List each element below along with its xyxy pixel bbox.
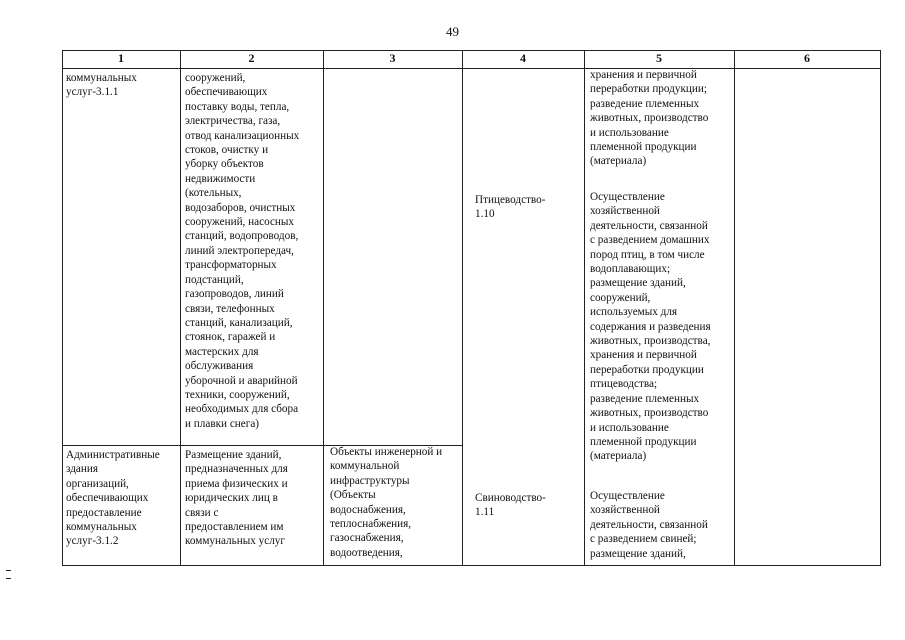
- row1-col2-cell: сооружений, обеспечивающих поставку воды, тепла, электричества, газа, отвод канализационных стоков, очистку и уборку объектов недвижимости (котельных, водозаборов, очистных сооружений, насосных станций, водопроводов, линий электропередач, трансформаторных подстанций, газопроводов, линий связи, телефонных станций, канализаций, стоянок, гаражей и мастерских для обслуживания уборочной и аварийной техники, сооружений, необходимых для сбора и плавки снега): [185, 72, 300, 430]
- row2-col2-cell: Размещение зданий, предназначенных для приема физических и юридических лиц в связи с предоставлением им коммунальных услуг: [185, 449, 288, 548]
- column-header-1: 1: [118, 51, 124, 65]
- scan-mark: [6, 570, 11, 571]
- col-border-left: [62, 50, 63, 566]
- col4-item-poultry: Птицеводство- 1.10: [475, 194, 546, 221]
- column-header-3: 3: [389, 51, 396, 65]
- col5-block-0: хранения и первичной переработки продукции; разведение племенных животных, производство и использование племенной продукции (материала): [590, 69, 709, 168]
- table-bottom-border: [62, 565, 881, 566]
- col-border-right: [880, 50, 881, 566]
- column-header-4: 4: [520, 51, 526, 65]
- row1-col1-cell: коммунальных услуг-3.1.1: [66, 72, 137, 99]
- col-border-1-2: [180, 50, 181, 566]
- col-border-4-5: [584, 50, 585, 566]
- col4-item-pigs: Свиноводство- 1.11: [475, 492, 546, 519]
- row2-col3-cell: Объекты инженерной и коммунальной инфраструктуры (Объекты водоснабжения, теплоснабжения, газоснабжения, водоотведения,: [330, 446, 443, 559]
- page-number: 49: [446, 24, 459, 39]
- col-border-5-6: [734, 50, 735, 566]
- header-bottom-border: [62, 68, 881, 69]
- column-header-6: 6: [804, 51, 810, 65]
- scan-mark: [6, 578, 11, 579]
- col5-block-1: Осуществление хозяйственной деятельности, связанной с разведением домашних пород птиц, в том числе водоплавающих; размещение зданий, сооружений, используемых для содержания и разведения животных, производства, хранения и первичной переработки продукции птицеводства; разведение племенных животных, производство и использование племенной продукции (материала): [590, 191, 711, 463]
- column-header-5: 5: [656, 51, 662, 65]
- column-header-2: 2: [248, 51, 255, 65]
- col-border-3-4: [462, 50, 463, 566]
- col5-block-2: Осуществление хозяйственной деятельности, связанной с разведением свиней; размещение зданий,: [590, 490, 708, 560]
- col-border-2-3: [323, 50, 324, 566]
- row2-col1-cell: Административные здания организаций, обеспечивающих предоставление коммунальных услуг-3.1.2: [66, 449, 160, 548]
